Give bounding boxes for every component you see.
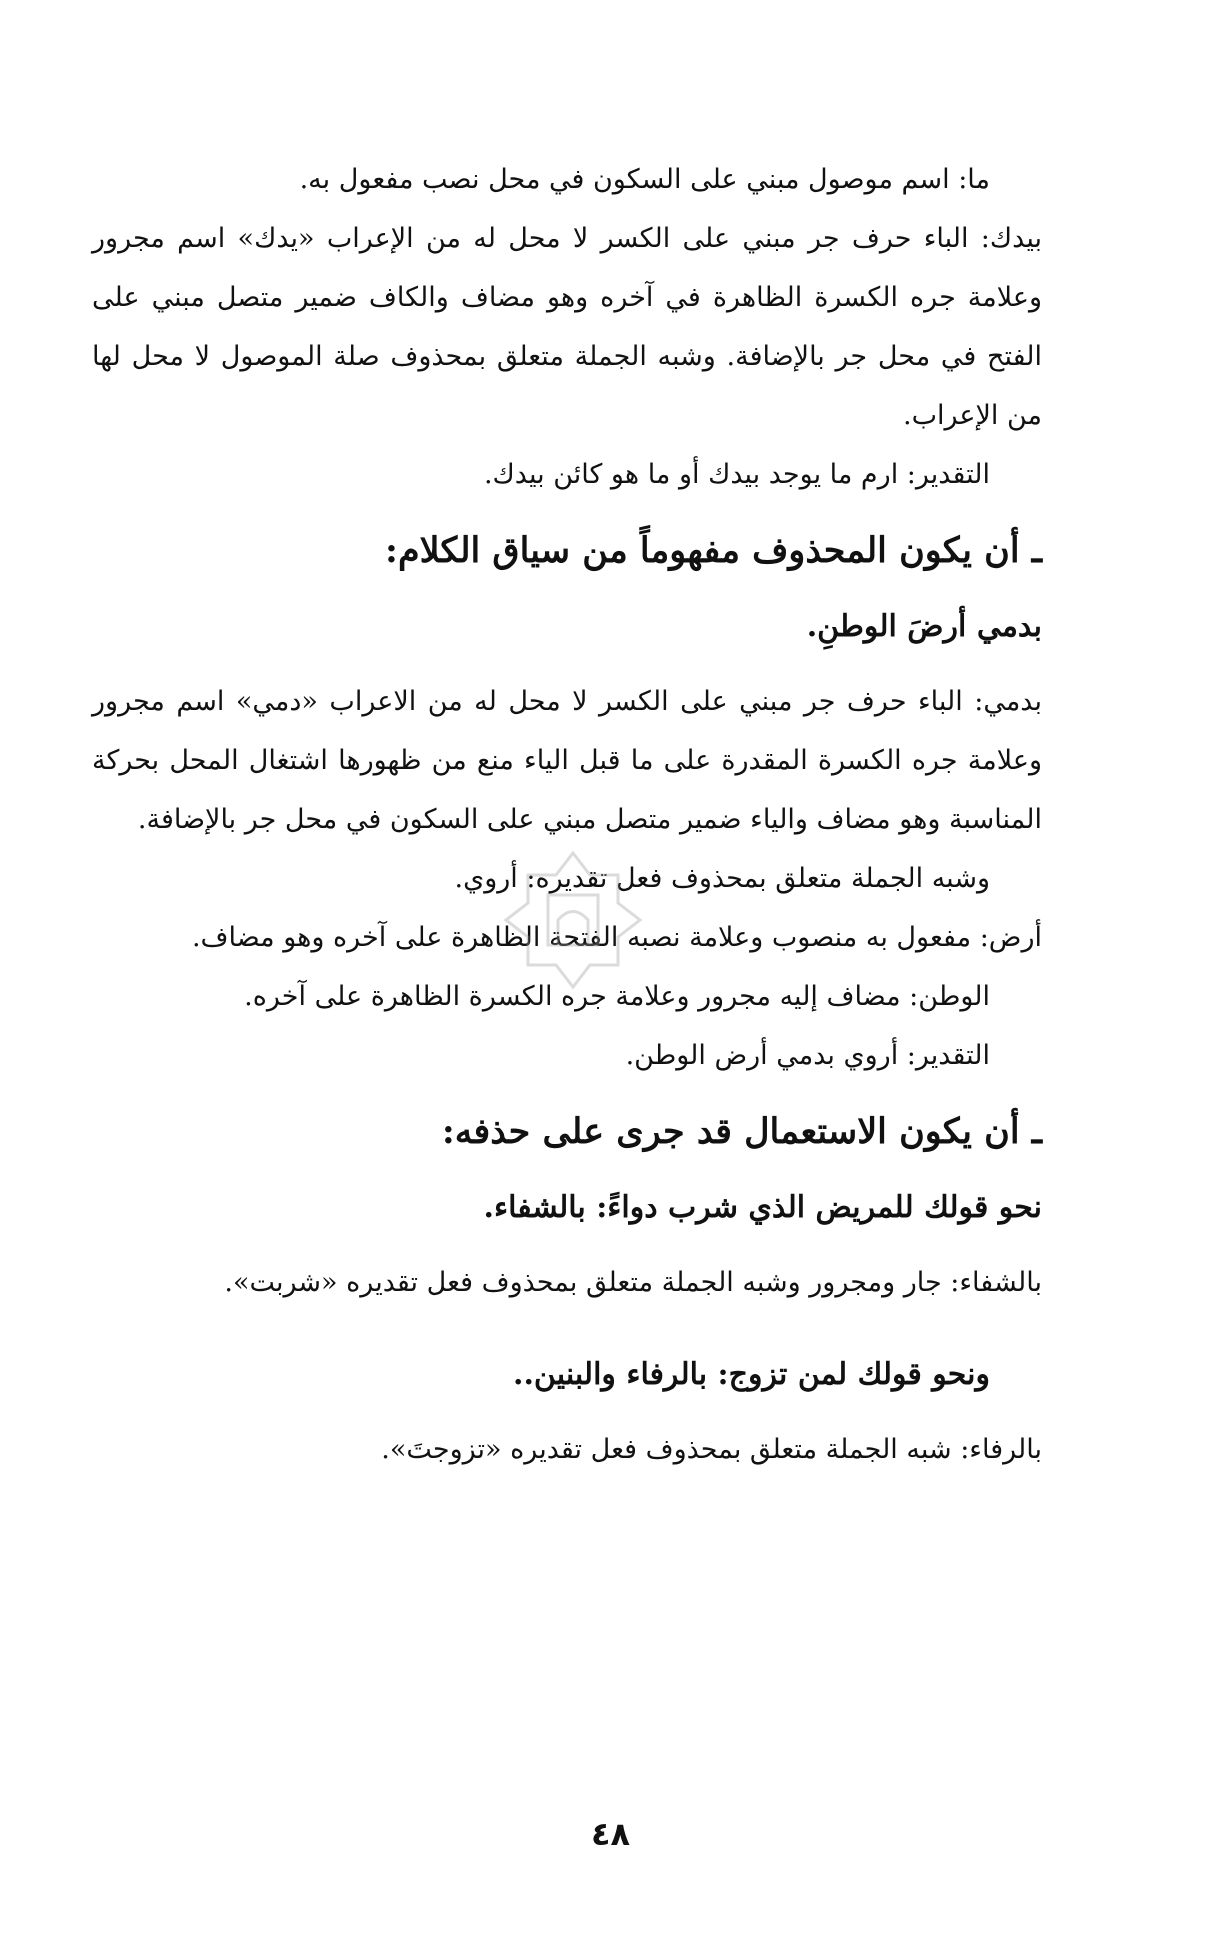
- page-content: [92, 150, 1042, 1479]
- paragraph-shibh-jumla: وشبه الجملة متعلق بمحذوف فعل تقديره: أروي.: [454, 863, 990, 894]
- paragraph-watan: الوطن: مضاف إليه مجرور وعلامة جره الكسرة الظاهرة على آخره.: [244, 981, 990, 1012]
- paragraph-ard: أرض: مفعول به منصوب وعلامة نصبه الفتحة الظاهرة على آخره وهو مضاف.: [191, 922, 1042, 953]
- example-birrifa: ونحو قولك لمن تزوج: بالرفاء والبنين..: [513, 1357, 990, 1392]
- paragraph-bidami: بدمي: الباء حرف جر مبني على الكسر لا محل له من الاعراب «دمي» اسم مجرور وعلامة جره الكسرة المقدرة على ما قبل الياء منع من ظهورها اشتغال المحل بحركة المناسبة وهو مضاف والياء ضمير متصل مبني على السكون في محل جر بالإضافة.: [92, 686, 1042, 835]
- paragraph-ma: ما: اسم موصول مبني على السكون في محل نصب مفعول به.: [299, 164, 990, 195]
- paragraph-birrifa: بالرفاء: شبه الجملة متعلق بمحذوف فعل تقديره «تزوجتَ».: [381, 1434, 1042, 1465]
- paragraph-bishshifa: بالشفاء: جار ومجرور وشبه الجملة متعلق بمحذوف فعل تقديره «شربت».: [224, 1267, 1042, 1298]
- example-bishshifa: نحو قولك للمريض الذي شرب دواءً: بالشفاء.: [483, 1190, 1042, 1225]
- watermark-emblem-icon: [498, 845, 648, 995]
- paragraph-taqdir-2: التقدير: أروي بدمي أرض الوطن.: [625, 1040, 990, 1071]
- page-number: ٤٨: [590, 1815, 631, 1853]
- paragraph-taqdir-1: التقدير: ارم ما يوجد بيدك أو ما هو كائن بيدك.: [483, 459, 990, 490]
- paragraph-biyadik: بيدك: الباء حرف جر مبني على الكسر لا محل له من الإعراب «يدك» اسم مجرور وعلامة جره الكسرة الظاهرة في آخره وهو مضاف والكاف ضمير متصل مبني على الفتح في محل جر بالإضافة. وشبه الجملة متعلق بمحذوف صلة الموصول لا محل لها من الإعراب.: [92, 223, 1042, 431]
- section-heading-context: ـ أن يكون المحذوف مفهوماً من سياق الكلام:: [385, 530, 1042, 571]
- section-heading-usage: ـ أن يكون الاستعمال قد جرى على حذفه:: [441, 1111, 1042, 1152]
- example-bidami: بدمي أرضَ الوطنِ.: [806, 609, 1042, 644]
